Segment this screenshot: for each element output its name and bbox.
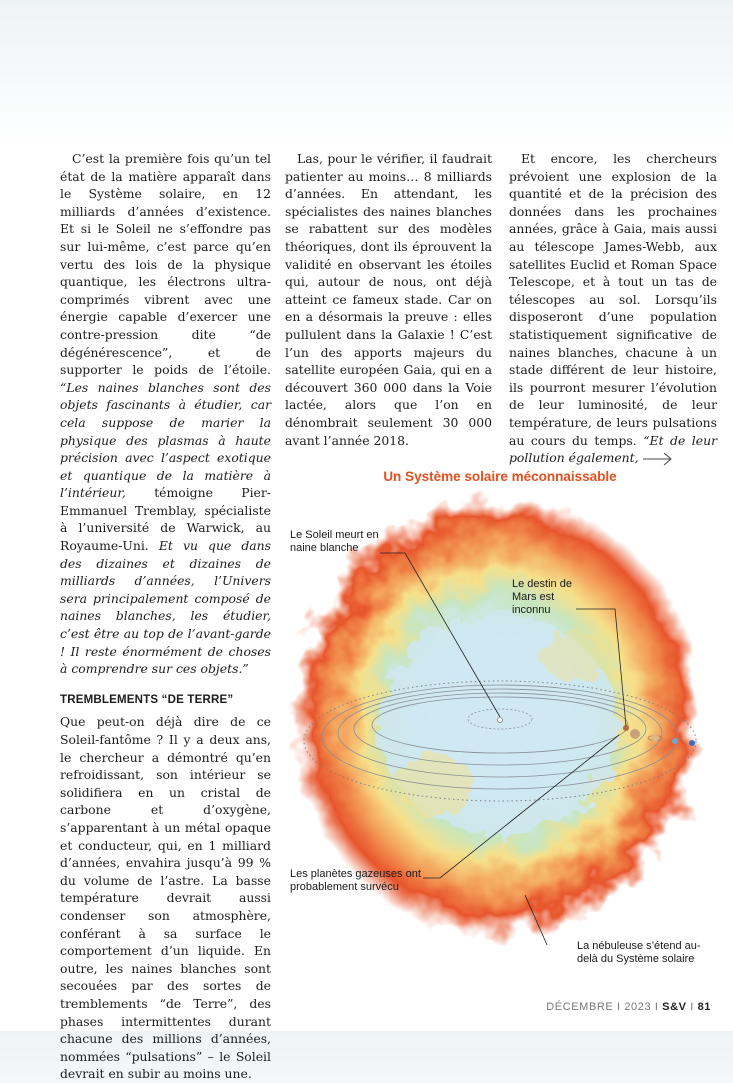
quote: Et vu que dans des dizaines et dizaines de milliards d’années, l’Univers sera principalement composé de naines blanches, les étudier, c’est être au top de l’avant-garde ! Il reste énormément de choses à comprendre sur ces objets.”: [60, 538, 271, 677]
label-nebula: La nébuleuse s’étend au-delà du Système solaire: [577, 940, 701, 965]
neptune-icon: [689, 740, 695, 746]
nebula-inner-blue: [378, 615, 618, 835]
magazine-logo: S&V: [662, 1001, 687, 1013]
uranus-icon: [672, 738, 678, 744]
section-subhead: TREMBLEMENTS “DE TERRE”: [60, 693, 234, 706]
label-sun: Le Soleil meurt en naine blanche: [290, 529, 379, 554]
label-mars: Le destin de Mars est inconnu: [512, 578, 572, 616]
page-number: 81: [697, 1001, 711, 1013]
article-column-2: [285, 150, 492, 449]
quote: “Et de leur pollution également,: [509, 432, 717, 466]
quote: “Les naines blanches sont des objets fascinants à étudier, car cela suppose de marier la physique des plasmas à haute précision avec l’aspect exotique et quantique de la matière à l’intérieur,: [60, 379, 271, 501]
jupiter-icon: [630, 729, 640, 739]
paragraph: Que peut-on déjà dire de ce Soleil-fantôme ? Il y a deux ans, le chercheur a démontré qu’en refroidissant, son intérieur se solidifiera en un cristal de carbone et d’oxygène, s’apparentant à un métal opaque et conducteur, qui, en 1 milliard d’années, envahira jusqu’à 99 % du volume de l’astre. La basse température devrait aussi condenser son atmosphère, conférant à sa surface le comportement d’un liquide. En outre, les naines blanches sont secouées par des sortes de tremblements “de Terre”, des phases intermittentes durant chacune des millions d’années, nommées “pulsations” – le Soleil devrait en subir au moins une.: [60, 714, 271, 1082]
issue-date: DÉCEMBRE I 2023 I: [546, 1001, 663, 1013]
paragraph: C’est la première fois qu’un tel état de la matière apparaît dans le Système solaire, en 12 milliards d’années d’existence. Et si le Soleil ne s’effondre pas sur lui-même, c’est parce qu’en vertu des lois de la physique quantique, les électrons ultra-comprimés vibrent avec une énergie capable d’exercer une contre-pression dite “de dégénérescence”, et de supporter le poids de l’étoile. “Les naines blanches sont des objets fascinants à étudier, car cela suppose de marier la physique des plasmas à haute précision avec l’aspect exotique et quantique de la matière à l’intérieur, témoigne Pier-Emmanuel Tremblay, spécialiste à l’université de Warwick, au Royaume-Uni. Et vu que dans des dizaines et dizaines de milliards d’années, l’Univers sera principalement composé de naines blanches, les étudier, c’est être au top de l’avant-garde ! Il reste énormément de choses à comprendre sur ces objets.”: [60, 151, 271, 677]
paragraph: Et encore, les chercheurs prévoient une explosion de la quantité et de la précision des données dans les prochaines années, grâce à Gaia, mais aussi au télescope James-Webb, aux satellites Euclid et Roman Space Telescope, et à tout un tas de télescopes au sol. Lorsqu’ils disposeront d’une population statistiquement significative de naines blanches, chacune à un stade différent de leur histoire, ils pourront mesurer l’évolution de leur luminosité, de leur température, de leurs pulsations au cours du temps. “Et de leur pollution également,: [509, 151, 717, 466]
label-gas-planets: Les planètes gazeuses ont probablement survécu: [290, 868, 421, 893]
figure-title: Un Système solaire méconnaissable: [383, 469, 617, 484]
page-footer: DÉCEMBRE I 2023 I S&V I 81: [546, 1001, 711, 1013]
article-column-1: [60, 150, 271, 1083]
paragraph: Las, pour le vérifier, il faudrait patienter au moins… 8 milliards d’années. En attendant, les spécialistes des naines blanches se rabattent sur des modèles théoriques, dont ils éprouvent la validité en observant les étoiles qui, autour de nous, ont déjà atteint ce fameux stade. Car on en a désormais la preuve : elles pullulent dans la Galaxie ! C’est l’un des apports majeurs du satellite européen Gaia, qui en a découvert 360 000 dans la Voie lactée, alors que l’on en dénombrait seulement 30 000 avant l’année 2018.: [285, 151, 492, 448]
saturn-icon: [652, 735, 659, 742]
white-dwarf-sun-icon: [498, 718, 503, 723]
continue-arrow-icon: [643, 452, 673, 466]
article-column-3: [509, 150, 717, 467]
